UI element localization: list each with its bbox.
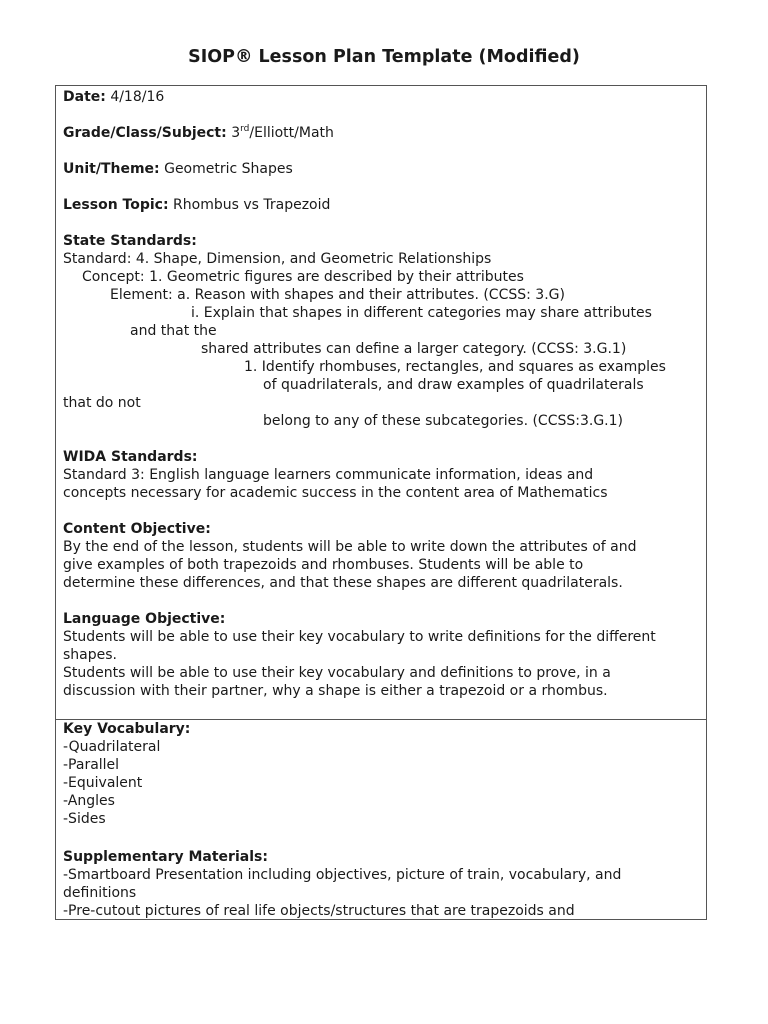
wida-line: Standard 3: English language learners communicate information, ideas and [63, 467, 594, 483]
unit-row [63, 160, 293, 178]
topic-label: Lesson Topic: [63, 197, 169, 213]
grade-label: Grade/Class/Subject: [63, 125, 227, 141]
topic-row [63, 196, 330, 214]
document-title: SIOP® Lesson Plan Template (Modified) [188, 47, 580, 67]
content-objective-line: By the end of the lesson, students will be able to write down the attributes of and [63, 539, 637, 555]
vocabulary-item: -Sides [63, 811, 106, 827]
wida-line: concepts necessary for academic success in the content area of Mathematics [63, 485, 608, 501]
state-standard-line: of quadrilaterals, and draw examples of quadrilaterals [263, 377, 644, 393]
topic-value: Rhombus vs Trapezoid [173, 197, 331, 213]
state-standard-line: shared attributes can define a larger category. (CCSS: 3.G.1) [201, 341, 627, 357]
grade-value: /Elliott/Math [249, 125, 334, 141]
vocabulary-item: -Equivalent [63, 775, 143, 791]
content-objective-line: give examples of both trapezoids and rhombuses. Students will be able to [63, 557, 584, 573]
vocabulary-materials-section [55, 719, 707, 920]
supplementary-line: definitions [63, 885, 137, 901]
wida-heading: WIDA Standards: [63, 449, 198, 465]
supplementary-line: -Pre-cutout pictures of real life objects/structures that are trapezoids and [63, 903, 575, 919]
vocabulary-item: -Parallel [63, 757, 120, 773]
supplementary-heading: Supplementary Materials: [63, 849, 268, 865]
grade-number: 3 [231, 125, 241, 141]
key-vocabulary-heading: Key Vocabulary: [63, 721, 191, 737]
content-objective-line: determine these differences, and that these shapes are different quadrilaterals. [63, 575, 623, 591]
state-standard-line: Element: a. Reason with shapes and their attributes. (CCSS: 3.G) [110, 287, 565, 303]
date-value: 4/18/16 [110, 89, 165, 105]
date-label: Date: [63, 89, 106, 105]
language-objective-heading: Language Objective: [63, 611, 226, 627]
language-objective-line: discussion with their partner, why a shape is either a trapezoid or a rhombus. [63, 683, 608, 699]
state-standard-line: Standard: 4. Shape, Dimension, and Geometric Relationships [63, 251, 492, 267]
language-objective-line: shapes. [63, 647, 117, 663]
supplementary-line: -Smartboard Presentation including objectives, picture of train, vocabulary, and [63, 867, 622, 883]
state-standard-line: 1. Identify rhombuses, rectangles, and squares as examples [244, 359, 666, 375]
unit-label: Unit/Theme: [63, 161, 160, 177]
state-standard-line: that do not [63, 395, 141, 411]
state-standard-line: Concept: 1. Geometric figures are described by their attributes [82, 269, 524, 285]
date-row [63, 88, 164, 106]
vocabulary-item: -Quadrilateral [63, 739, 161, 755]
unit-value: Geometric Shapes [164, 161, 293, 177]
grade-suffix: rd [240, 124, 250, 134]
state-standard-line: i. Explain that shapes in different categories may share attributes [191, 305, 652, 321]
language-objective-line: Students will be able to use their key vocabulary to write definitions for the different [63, 629, 656, 645]
language-objective-line: Students will be able to use their key vocabulary and definitions to prove, in a [63, 665, 611, 681]
lesson-info-section [55, 85, 707, 719]
state-standards-heading: State Standards: [63, 233, 197, 249]
state-standard-line: and that the [130, 323, 217, 339]
state-standard-line: belong to any of these subcategories. (CCSS:3.G.1) [263, 413, 624, 429]
vocabulary-item: -Angles [63, 793, 115, 809]
content-objective-heading: Content Objective: [63, 521, 211, 537]
grade-row [63, 124, 334, 142]
